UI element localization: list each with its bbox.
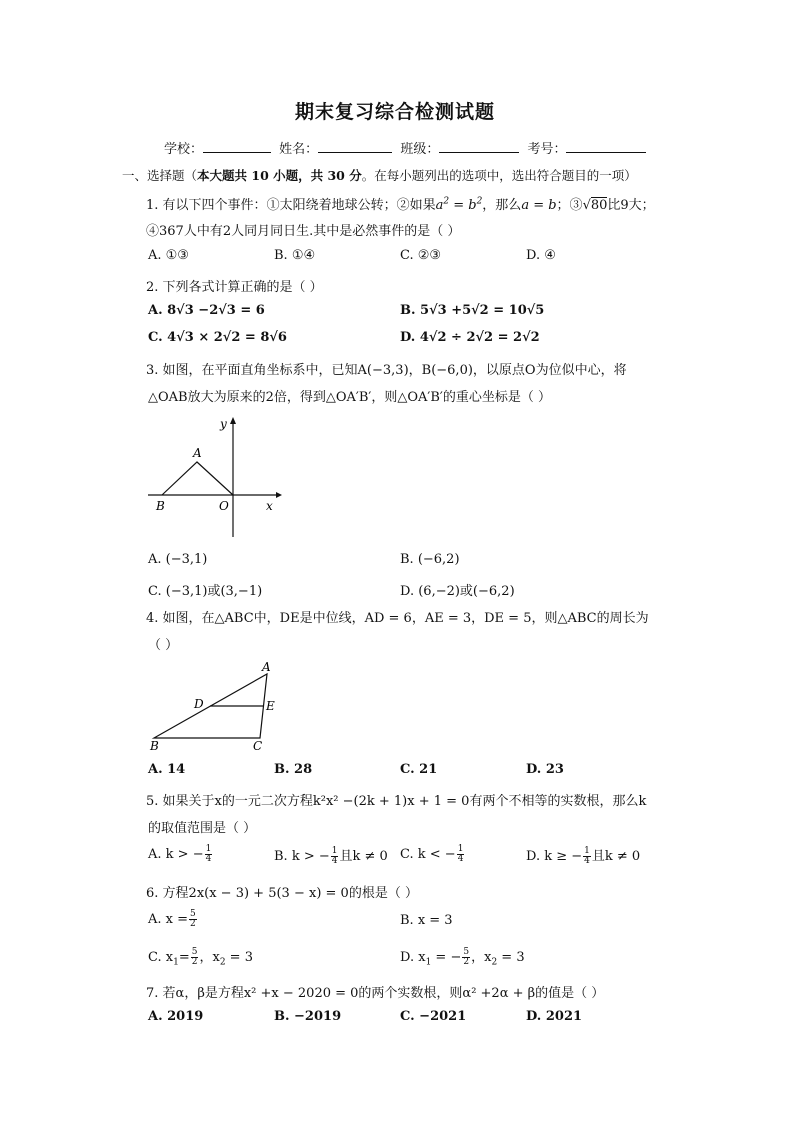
school-field[interactable]	[203, 140, 271, 153]
fraction: $\frac{1}{4}$	[205, 844, 212, 864]
question-text: 如果关于x的一元二次方程k²x² −(2k + 1)x + 1 = 0有两个不相等的实数根，那么k	[162, 794, 647, 809]
question-3-line1	[146, 359, 627, 378]
option-text: = 3	[497, 950, 525, 965]
q4-option-c[interactable]: C. 21	[400, 762, 438, 777]
section-heading-prefix: 一、选择题（	[122, 168, 198, 183]
question-5-line1	[146, 790, 646, 809]
option-text: 且k ≠ 0	[591, 849, 641, 864]
question-text: 如图，在平面直角坐标系中，已知A(−3,3)，B(−6,0)，以原点O为位似中心，将	[162, 363, 627, 378]
question-number: 5.	[146, 794, 159, 809]
label-d: D	[194, 697, 204, 711]
q2-option-c[interactable]: C. 4√3 × 2√2 = 8√6	[148, 330, 287, 345]
question-text: 方程2x(x − 3) + 5(3 − x) = 0的根是（ ）	[162, 886, 418, 901]
question-number: 2.	[146, 280, 159, 295]
fraction: $\frac{1}{4}$	[457, 844, 464, 864]
y-axis-arrow	[230, 417, 236, 424]
q3-option-d[interactable]: D. (6,−2)或(−6,2)	[400, 584, 515, 599]
label-b: B	[150, 739, 159, 753]
name-field[interactable]	[318, 140, 392, 153]
question-text: 有以下四个事件：	[162, 198, 267, 213]
question-number: 3.	[146, 363, 159, 378]
fraction: $\frac{1}{4}$	[584, 846, 590, 866]
question-text: 比9大；	[607, 198, 655, 213]
fraction: $\frac{5}{2}$	[191, 947, 198, 967]
option-text: C. x	[148, 950, 174, 965]
section-heading-suffix: 。在每小题列出的选项中，选出符合题目的一项）	[361, 168, 637, 183]
label-a: A	[262, 660, 271, 674]
option-text: B. k > −	[274, 849, 330, 864]
question-number: 1.	[146, 198, 159, 213]
q5-option-d[interactable]	[526, 845, 640, 866]
q3-option-b[interactable]: B. (−6,2)	[400, 552, 460, 567]
question-number: 7.	[146, 986, 159, 1001]
q7-option-d[interactable]: D. 2021	[526, 1009, 583, 1024]
option-text: ，x	[199, 950, 220, 965]
q6-option-a[interactable]	[148, 910, 198, 929]
q6-option-d[interactable]: D. $x_1$ = − $\frac{5}{2}$ ，$x_2 = 3$	[400, 947, 525, 968]
question-1-line1	[146, 194, 655, 213]
q3-coordinate-figure	[140, 412, 290, 542]
question-text: 下列各式计算正确的是（ ）	[162, 280, 323, 295]
question-7	[146, 982, 604, 1001]
label-c: C	[253, 739, 263, 753]
option-text: D. x	[400, 950, 426, 965]
section-heading-bold: 本大题共 10 小题，共 30 分	[197, 168, 362, 183]
question-5-line2: 的取值范围是（ ）	[148, 821, 257, 836]
name-label: 姓名：	[279, 142, 319, 157]
label-y: y	[220, 417, 227, 431]
math-expression: $a^2 = b^2$	[435, 196, 483, 213]
q2-option-a[interactable]: A. 8√3 −2√3 = 6	[148, 303, 265, 318]
q1-option-a[interactable]: A. ①③	[148, 248, 189, 263]
student-info-line	[164, 138, 646, 157]
q1-option-d[interactable]: D. ④	[526, 248, 556, 263]
question-4-line2: （ ）	[148, 638, 179, 653]
fraction: $\frac{5}{2}$	[190, 909, 196, 929]
option-text: A. k > −	[148, 847, 204, 862]
q7-option-b[interactable]: B. −2019	[274, 1009, 342, 1024]
q3-option-a[interactable]: A. (−3,1)	[148, 552, 208, 567]
question-4-line1	[146, 607, 649, 626]
q1-option-c[interactable]: C. ②③	[400, 248, 442, 263]
question-1-line2: ④367人中有2人同月同日生.其中是必然事件的是（ ）	[146, 224, 461, 239]
question-6	[146, 882, 418, 901]
label-a: A	[193, 446, 202, 460]
q6-option-c[interactable]: C. $x_1=$ $\frac{5}{2}$ ，$x_2 = 3$	[148, 947, 253, 968]
school-label: 学校：	[164, 142, 204, 157]
option-text: A. x =	[148, 912, 189, 927]
x-axis-arrow	[276, 492, 282, 498]
q4-triangle-figure	[140, 658, 290, 754]
page-title: 期末复习综合检测试题	[295, 101, 496, 123]
label-o: O	[219, 499, 229, 513]
question-text: ，那么	[482, 198, 522, 213]
question-number: 4.	[146, 611, 159, 626]
q6-option-b[interactable]: B. x = 3	[400, 913, 453, 928]
q7-option-c[interactable]: C. −2021	[400, 1009, 467, 1024]
fraction: $\frac{1}{4}$	[331, 846, 338, 866]
label-x: x	[266, 499, 273, 513]
option-text: = 3	[225, 950, 253, 965]
q2-option-b[interactable]: B. 5√3 +5√2 = 10√5	[400, 303, 545, 318]
number-label: 考号：	[527, 142, 567, 157]
q5-option-b[interactable]	[274, 845, 388, 866]
q2-option-d[interactable]: D. 4√2 ÷ 2√2 = 2√2	[400, 330, 540, 345]
question-text: ①太阳绕着地球公转；②如果	[266, 198, 436, 213]
section-heading	[122, 166, 637, 184]
q4-option-d[interactable]: D. 23	[526, 762, 564, 777]
class-field[interactable]	[439, 140, 519, 153]
math-expression: a = b	[521, 198, 557, 213]
q4-option-a[interactable]: A. 14	[148, 762, 186, 777]
q3-option-c[interactable]: C. (−3,1)或(3,−1)	[148, 584, 263, 599]
q5-option-a[interactable]	[148, 845, 213, 864]
label-b: B	[156, 499, 165, 513]
question-text: 如图，在△ABC中，DE是中位线，AD = 6，AE = 3，DE = 5，则△ABC的周长为	[162, 611, 649, 626]
option-text: C. k < −	[400, 847, 456, 862]
question-3-line2: △OAB放大为原来的2倍，得到△OA′B′，则△OA′B′的重心坐标是（ ）	[148, 390, 552, 405]
fraction: $\frac{5}{2}$	[463, 947, 470, 967]
q4-option-b[interactable]: B. 28	[274, 762, 313, 777]
triangle-oab	[162, 462, 233, 495]
question-text: 若α，β是方程x² +x − 2020 = 0的两个实数根，则α² +2α + β的值是（ ）	[162, 986, 605, 1001]
question-text: ；③	[556, 198, 583, 213]
q5-option-c[interactable]	[400, 845, 465, 864]
sqrt-expression: √80	[582, 198, 608, 213]
option-text: D. k ≥ −	[526, 849, 583, 864]
q1-option-b[interactable]: B. ①④	[274, 248, 316, 263]
option-text: ，x	[471, 950, 492, 965]
class-label: 班级：	[400, 142, 440, 157]
question-2	[146, 276, 323, 295]
q7-option-a[interactable]: A. 2019	[148, 1009, 204, 1024]
label-e: E	[266, 699, 275, 713]
question-number: 6.	[146, 886, 159, 901]
number-field[interactable]	[566, 140, 646, 153]
option-text: 且k ≠ 0	[339, 849, 388, 864]
